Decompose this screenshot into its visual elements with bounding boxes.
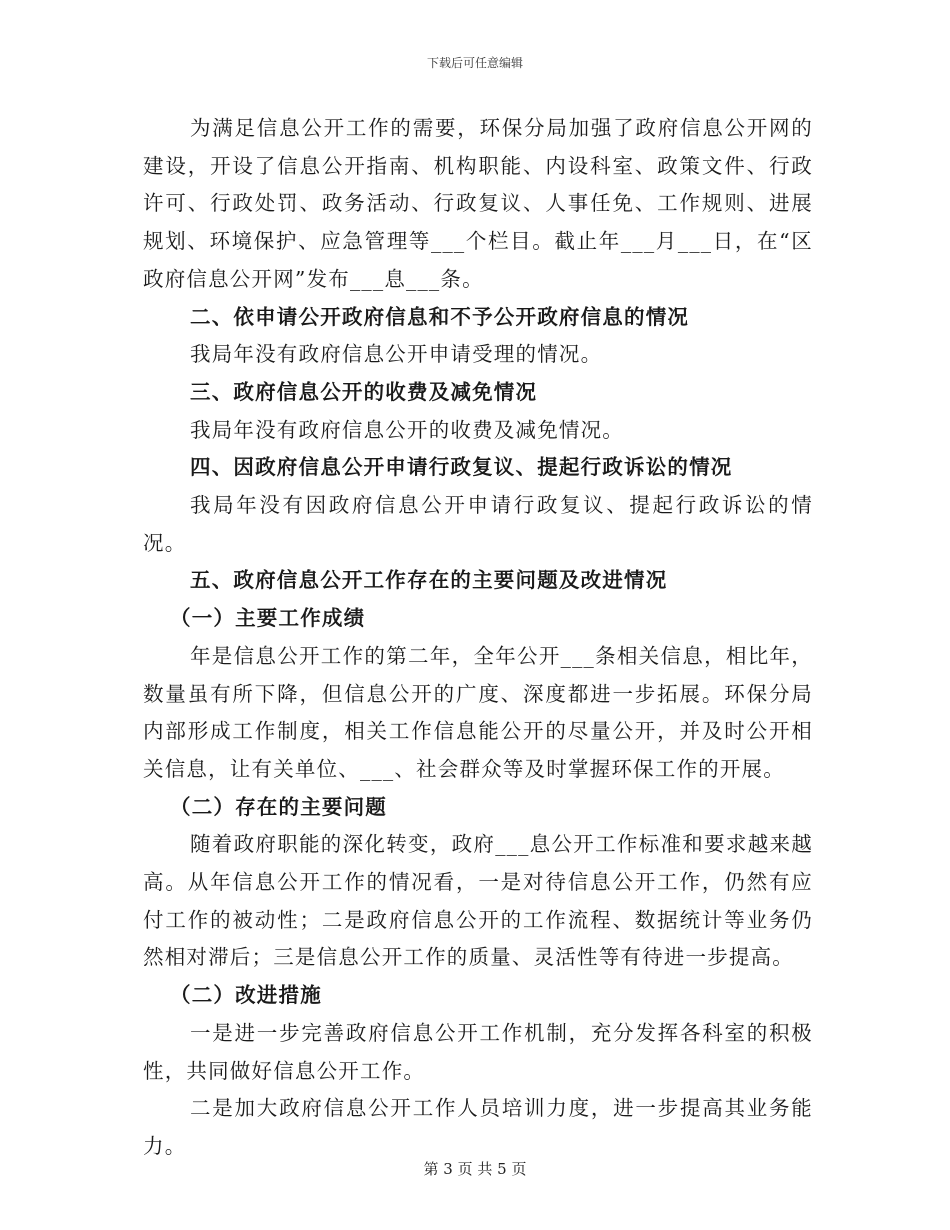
paragraph-section-3: 我局年没有政府信息公开的收费及减免情况。 <box>190 417 624 442</box>
page-header: 下载后可任意编辑 <box>426 56 523 70</box>
paragraph-problems: 随着政府职能的深化转变，政府___息公开工作标准和要求越来越高。从年信息公开工作的情况看，一是对待信息公开工作，仍然有应付工作的被动性；二是政府信息公开的工作流程、数据统计等业务仍然相对滞后；三是信息公开工作的质量、灵活性等有待进一步提高。 <box>143 832 813 970</box>
heading-section-5: 五、政府信息公开工作存在的主要问题及改进情况 <box>190 568 668 593</box>
heading-section-4: 四、因政府信息公开申请行政复议、提起行政诉讼的情况 <box>190 455 733 480</box>
subheading-achievements: （一）主要工作成绩 <box>170 606 366 631</box>
paragraph-achievements: 年是信息公开工作的第二年，全年公开___条相关信息，相比年，数量虽有所下降，但信息公开的广度、深度都进一步拓展。环保分局内部形成工作制度，相关工作信息能公开的尽量公开，并及时公开相关信息，让有关单位、___、社会群众等及时掌握环保工作的开展。 <box>143 643 813 781</box>
page-number: 第 3 页 共 5 页 <box>423 1160 527 1178</box>
document-body <box>143 110 813 1166</box>
subheading-measures: （二）改进措施 <box>170 983 322 1008</box>
paragraph-section-4: 我局年没有因政府信息公开申请行政复议、提起行政诉讼的情况。 <box>143 493 813 555</box>
paragraph-measure-2: 二是加大政府信息公开工作人员培训力度，进一步提高其业务能力。 <box>143 1096 813 1158</box>
paragraph-section-2: 我局年没有政府信息公开申请受理的情况。 <box>190 342 603 367</box>
paragraph-measure-1: 一是进一步完善政府信息公开工作机制，充分发挥各科室的积极性，共同做好信息公开工作。 <box>143 1020 813 1083</box>
heading-section-2: 二、依申请公开政府信息和不予公开政府信息的情况 <box>190 304 690 329</box>
heading-section-3: 三、政府信息公开的收费及减免情况 <box>190 379 538 404</box>
paragraph-intro: 为满足信息公开工作的需要，环保分局加强了政府信息公开网的建设，开设了信息公开指南、机构职能、内设科室、政策文件、行政许可、行政处罚、政务活动、行政复议、人事任免、工作规则、进展规划、环境保护、应急管理等___个栏目。截止年___月___日，在“区政府信息公开网”发布___息___条。 <box>143 116 813 291</box>
subheading-problems: （二）存在的主要问题 <box>170 794 387 819</box>
